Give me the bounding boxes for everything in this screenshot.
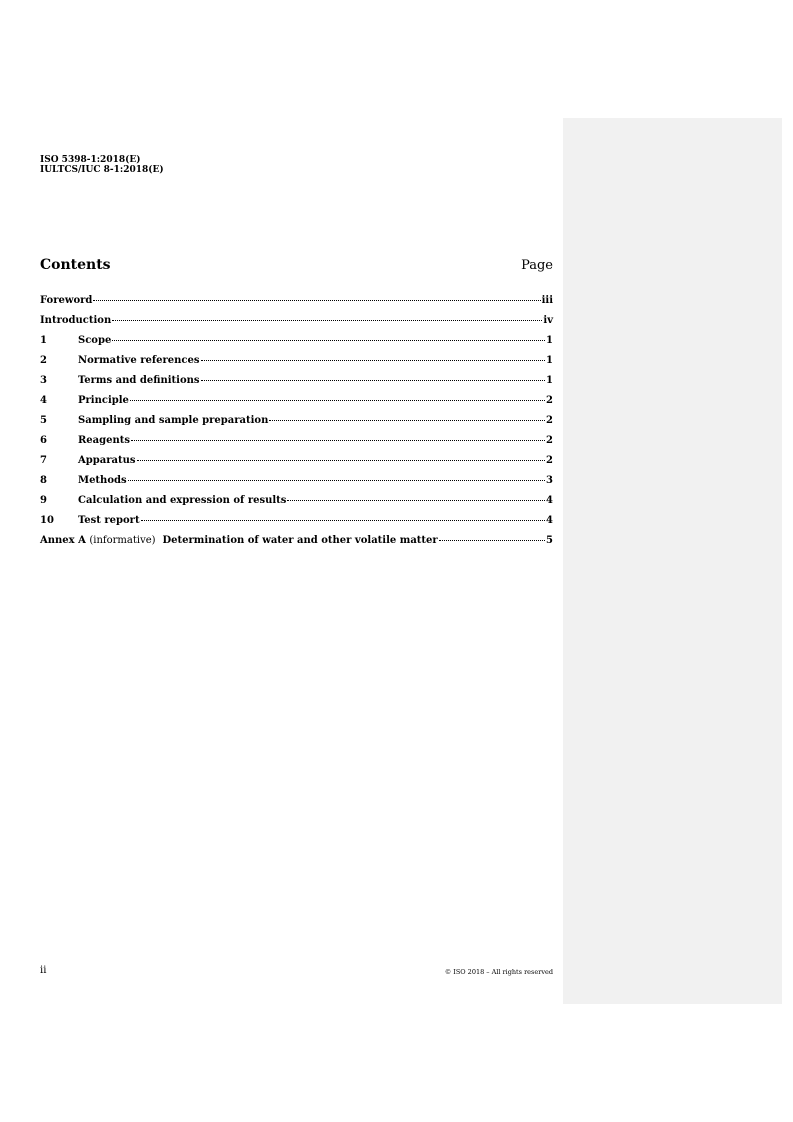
toc-leader	[130, 400, 545, 401]
toc-entry-sampling[interactable]	[40, 415, 553, 435]
footer-copyright: © ISO 2018 – All rights reserved	[444, 968, 553, 976]
toc-leader	[269, 420, 545, 421]
toc-entry-page: 4	[546, 495, 553, 506]
toc-entry-page: iii	[541, 295, 553, 306]
toc-entry-apparatus[interactable]	[40, 455, 553, 475]
contents-heading	[40, 257, 553, 277]
toc-entry-page: 2	[546, 455, 553, 466]
toc-leader	[141, 520, 545, 521]
toc-entry-reagents[interactable]	[40, 435, 553, 455]
toc-entry-number: 4	[40, 395, 47, 406]
contents-title: Contents	[40, 257, 111, 273]
toc-entry-page: 2	[546, 415, 553, 426]
toc-entry-number: 1	[40, 335, 47, 346]
toc-entry-number: 2	[40, 355, 47, 366]
footer-page-number: ii	[40, 965, 47, 976]
toc-entry-scope[interactable]	[40, 335, 553, 355]
toc-entry-title: Terms and definitions	[78, 375, 200, 386]
toc-leader	[201, 380, 546, 381]
toc-entry-methods[interactable]	[40, 475, 553, 495]
toc-leader	[112, 340, 545, 341]
document-identifier	[40, 155, 164, 175]
toc-entry-test-report[interactable]	[40, 515, 553, 535]
toc-entry-number: 10	[40, 515, 54, 526]
toc-entry-page: 3	[546, 475, 553, 486]
toc-leader	[128, 480, 545, 481]
toc-entry-number: 3	[40, 375, 47, 386]
toc-entry-title: Calculation and expression of results	[78, 495, 287, 506]
toc-entry-number: 6	[40, 435, 47, 446]
toc-entry-title: Sampling and sample preparation	[78, 415, 269, 426]
toc-leader	[439, 540, 545, 541]
toc-leader	[112, 320, 542, 321]
toc-entry-foreword[interactable]	[40, 295, 553, 315]
toc-entry-page: 1	[546, 335, 553, 346]
toc-entry-title: Methods	[78, 475, 127, 486]
toc-leader	[287, 500, 545, 501]
toc-entry-annex-a[interactable]	[40, 535, 553, 555]
toc-leader	[137, 460, 546, 461]
toc-entry-title: Apparatus	[78, 455, 136, 466]
toc-entry-page: 1	[546, 355, 553, 366]
toc-entry-title: Scope	[78, 335, 112, 346]
toc-entry-title: Principle	[78, 395, 129, 406]
toc-leader	[201, 360, 546, 361]
toc-entry-calculation[interactable]	[40, 495, 553, 515]
toc-leader	[93, 300, 540, 301]
iso-reference: ISO 5398-1:2018(E)	[40, 155, 141, 165]
toc-entry-normative-references[interactable]	[40, 355, 553, 375]
annex-title: Determination of water and other volatile matter	[162, 535, 438, 546]
toc-entry-page: 4	[546, 515, 553, 526]
toc-entry-title	[40, 535, 438, 546]
toc-entry-page: iv	[543, 315, 553, 326]
annex-label: Annex A	[40, 535, 86, 546]
toc-entry-title: Reagents	[78, 435, 131, 446]
annex-note: (informative)	[89, 535, 156, 546]
toc-entry-number: 8	[40, 475, 47, 486]
toc-entry-number: 5	[40, 415, 47, 426]
toc-entry-title: Foreword	[40, 295, 93, 306]
toc-entry-title: Introduction	[40, 315, 112, 326]
toc-entry-page: 2	[546, 395, 553, 406]
toc-entry-title: Test report	[78, 515, 140, 526]
toc-leader	[131, 440, 545, 441]
toc-entry-principle[interactable]	[40, 395, 553, 415]
toc-entry-introduction[interactable]	[40, 315, 553, 335]
toc-entry-number: 9	[40, 495, 47, 506]
toc-entry-page: 5	[546, 535, 553, 546]
iultcs-reference: IULTCS/IUC 8-1:2018(E)	[40, 165, 164, 175]
page-column-label: Page	[521, 258, 553, 273]
toc-entry-terms-and-definitions[interactable]	[40, 375, 553, 395]
toc-entry-page: 1	[546, 375, 553, 386]
comment-pane	[563, 118, 782, 1004]
table-of-contents	[40, 295, 553, 555]
toc-entry-number: 7	[40, 455, 47, 466]
toc-entry-page: 2	[546, 435, 553, 446]
toc-entry-title: Normative references	[78, 355, 200, 366]
